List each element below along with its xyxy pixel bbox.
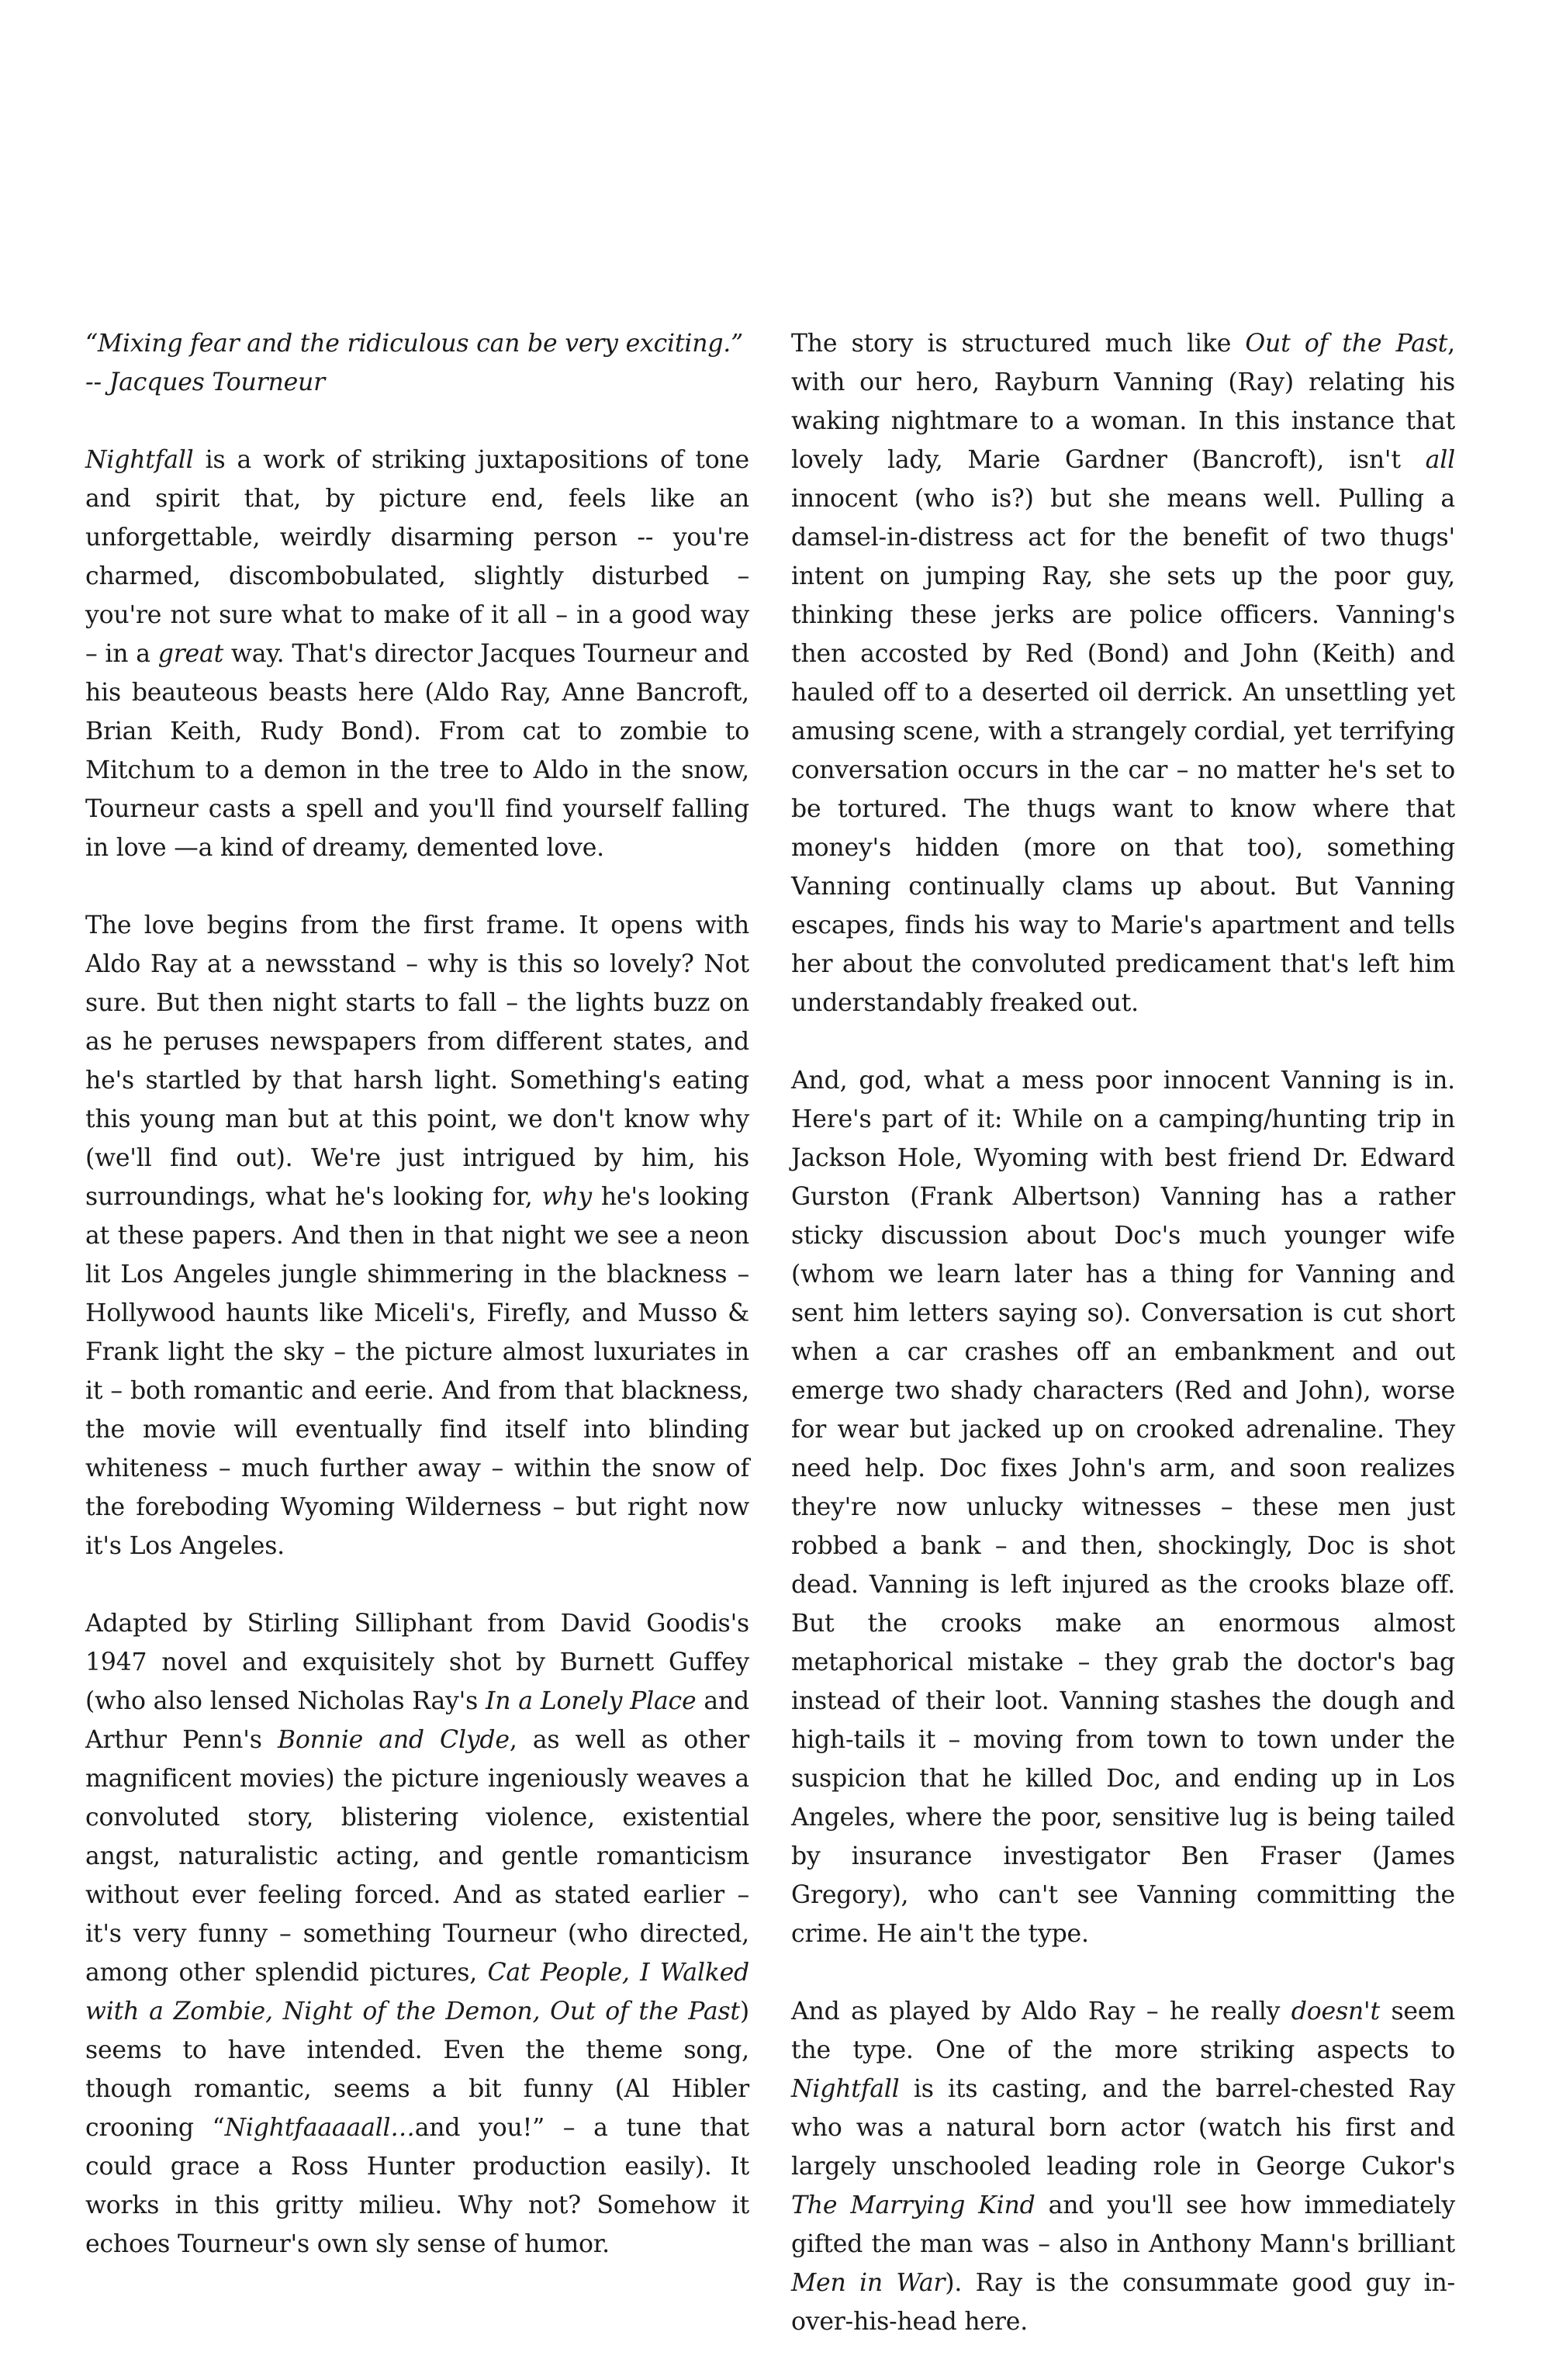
paragraph-text: and you!” – a tune that could grace a Ross Hunter production easily). It works in this gritty milieu. Why not? Somehow it echoes Tourneur's own sly sense of humor. — [85, 2114, 750, 2258]
italic-title: Nightfall — [85, 446, 194, 474]
paragraph-text: is its casting, and the barrel-chested Ray who was a natural born actor (watch his first and largely unschooled leading role in George Cukor's — [791, 2075, 1455, 2181]
paragraph-text: The love begins from the first frame. It opens with Aldo Ray at a newsstand – why is this so lovely? Not sure. But then night starts to fall – the lights buzz on as he peruses newspapers from different states, and he's startled by that harsh light. Something's eating this young man but at this point, we don't know why (we'll find out). We're just intrigued by him, his surroundings, what he's looking for, — [85, 912, 749, 1211]
paragraph-text: seem the type. One of the more striking aspects to — [791, 1998, 1455, 2064]
italic-emphasis: great — [157, 640, 224, 668]
italic-title: In a Lonely Place — [486, 1687, 697, 1715]
paragraph-text: is a work of striking juxtapositions of tone and spirit that, by picture end, feels like an unforgettable, weirdly disarming person -- you're charmed, discombobulated, slightly disturbed – you're not sure what to make of it all – in a good way – in a — [85, 446, 749, 668]
paragraph-text: ). Ray is the consummate good guy in-over-his-head here. — [791, 2269, 1455, 2336]
paragraph-text: and you'll see how immediately gifted the man was – also in Anthony Mann's brilliant — [791, 2191, 1455, 2258]
paragraph-text: , as well as other magnificent movies) the picture ingeniously weaves a convoluted story, blistering violence, existential angst, naturalistic acting, and gentle romanticism without ever feeling forced. And as stated earlier – it's very funny – something Tourneur (who directed, among other splendid pictures, — [85, 1726, 749, 1987]
paragraph-text: The story is structured much like — [791, 330, 1246, 358]
paragraph-structure — [791, 324, 1455, 1022]
paragraph-text: ) seems to have intended. Even the theme song, though romantic, seems a bit funny (Al Hibler crooning “ — [85, 1998, 749, 2142]
italic-title: Cat People, I Walked with a Zombie, Night of the Demon, Out of the Past — [85, 1959, 749, 2025]
paragraph-plot — [791, 1061, 1455, 1953]
italic-title: The Marrying Kind — [791, 2191, 1035, 2219]
paragraph-casting — [791, 1992, 1455, 2341]
paragraph-opening — [85, 906, 749, 1565]
italic-title: Nightfall — [791, 2075, 900, 2103]
italic-title: Men in War — [791, 2269, 946, 2297]
paragraph-text: innocent (who is?) but she means well. Pulling a damsel-in-distress act for the benefit of two thugs' intent on jumping Ray, she sets up the poor guy, thinking these jerks are police officers. Vanning's then accosted by Red (Bond) and John (Keith) and hauled off to a deserted oil derrick. An unsettling yet amusing scene, with a strangely cordial, yet terrifying conversation occurs in the car – no matter he's set to be tortured. The thugs want to know where that money's hidden (more on that too), something Vanning continually clams up about. But Vanning escapes, finds his way to Marie's apartment and tells her about the convoluted predicament that's left him understandably freaked out. — [791, 485, 1455, 1017]
paragraph-text: and Arthur Penn's — [85, 1687, 749, 1754]
paragraph-text: way. That's director Jacques Tourneur and his beauteous beasts here (Aldo Ray, Anne Bancroft, Brian Keith, Rudy Bond). From cat to zombie to Mitchum to a demon in the tree to Aldo in the snow, Tourneur casts a spell and you'll find yourself falling in love —a kind of dreamy, demented love. — [85, 640, 749, 862]
epigraph-quote: “Mixing fear and the ridiculous can be very exciting.” — [85, 330, 744, 358]
epigraph-attribution: -- Jacques Tourneur — [85, 368, 325, 396]
paragraph-text: Adapted by Stirling Silliphant from David Goodis's 1947 novel and exquisitely shot by Burnett Guffey (who also lensed Nicholas Ray's — [85, 1610, 749, 1715]
paragraph-text: , with our hero, Rayburn Vanning (Ray) relating his waking nightmare to a woman. In this instance that lovely lady, Marie Gardner (Bancroft), isn't — [791, 330, 1455, 474]
paragraph-text: And, god, what a mess poor innocent Vanning is in. Here's part of it: While on a camping/hunting trip in Jackson Hole, Wyoming with best friend Dr. Edward Gurston (Frank Albertson) Vanning has a rather sticky discussion about Doc's much younger wife (whom we learn later has a thing for Vanning and sent him letters saying so). Conversation is cut short when a car crashes off an embankment and out emerge two shady characters (Red and John), worse for wear but jacked up on crooked adrenaline. They need help. Doc fixes John's arm, and soon realizes they're now unlucky witnesses – these men just robbed a bank – and then, shockingly, Doc is shot dead. Vanning is left injured as the crooks blaze off. But the crooks make an enormous almost metaphorical mistake – they grab the doctor's bag instead of their loot. Vanning stashes the dough and high-tails it – moving from town to town under the suspicion that he killed Doc, and ending up in Los Angeles, where the poor, sensitive lug is being tailed by insurance investigator Ben Fraser (James Gregory), who can't see Vanning committing the crime. He ain't the type. — [791, 1067, 1455, 1948]
italic-title: Out of the Past — [1245, 330, 1448, 358]
italic-emphasis: doesn't — [1291, 1998, 1380, 2025]
epigraph — [85, 324, 749, 402]
italic-emphasis: why — [541, 1183, 592, 1211]
italic-emphasis: all — [1425, 446, 1455, 474]
paragraph-text: he's looking at these papers. And then in that night we see a neon lit Los Angeles jungle shimmering in the blackness – Hollywood haunts like Miceli's, Firefly, and Musso & Frank light the sky – the picture almost luxuriates in it – both romantic and eerie. And from that blackness, the movie will eventually find itself into blinding whiteness – much further away – within the snow of the foreboding Wyoming Wilderness – but right now it's Los Angeles. — [85, 1183, 749, 1560]
italic-title: Nightfaaaaall… — [224, 2114, 415, 2142]
paragraph-text: And as played by Aldo Ray – he really — [791, 1998, 1291, 2025]
paragraph-intro — [85, 441, 749, 867]
paragraph-adaptation — [85, 1604, 749, 2264]
left-column — [85, 324, 749, 2302]
right-column — [791, 324, 1455, 2380]
italic-title: Bonnie and Clyde — [277, 1726, 510, 1754]
